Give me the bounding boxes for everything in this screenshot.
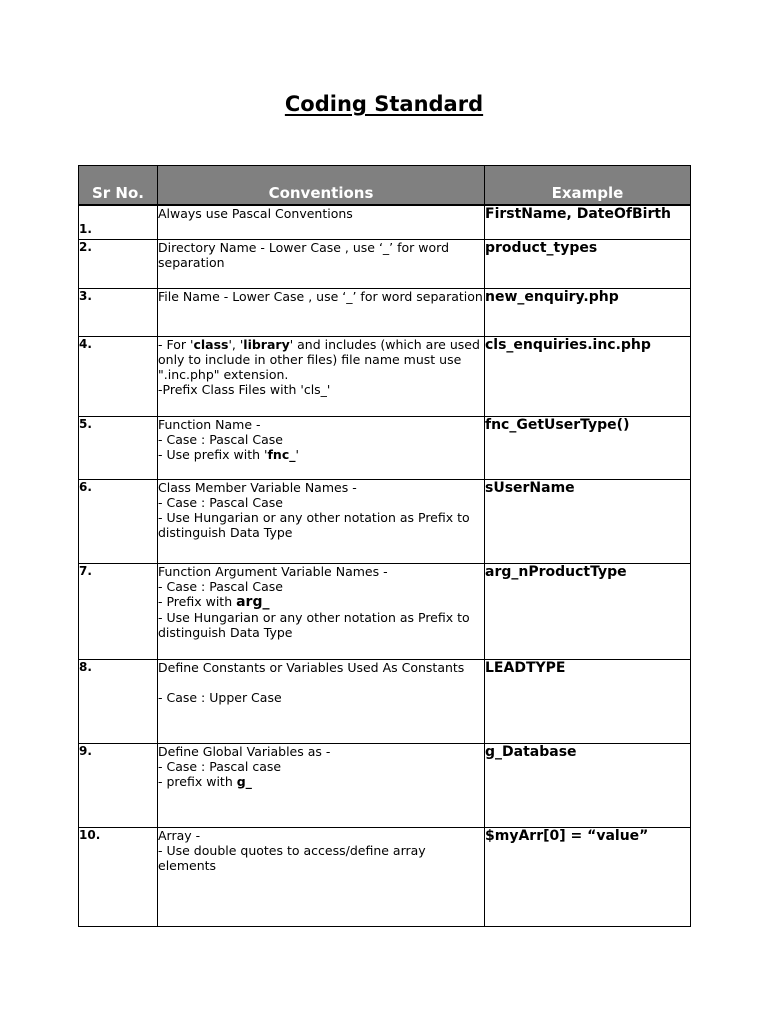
convention-line	[158, 206, 484, 221]
convention-text: - Case : Upper Case	[158, 690, 282, 705]
convention-keyword: g_	[236, 774, 252, 789]
convention-text: Array -	[158, 828, 201, 843]
convention-cell	[158, 744, 485, 828]
convention-line	[158, 828, 484, 843]
table-row	[79, 206, 691, 240]
convention-cell	[158, 564, 485, 660]
convention-line	[158, 480, 484, 495]
convention-text: - Prefix with	[158, 594, 237, 609]
convention-keyword: class	[193, 337, 229, 352]
convention-text: - Use double quotes to access/define array elements	[158, 843, 426, 873]
row-number: 6.	[79, 480, 158, 564]
table-row	[79, 337, 691, 417]
example-cell: g_Database	[485, 744, 691, 828]
convention-cell	[158, 660, 485, 744]
convention-keyword: fnc_	[267, 447, 296, 462]
example-cell: FirstName, DateOfBirth	[485, 206, 691, 240]
header-conventions: Conventions	[158, 166, 485, 205]
convention-text: - Case : Pascal Case	[158, 432, 283, 447]
convention-line	[158, 744, 484, 759]
convention-text: - Use prefix with '	[158, 447, 268, 462]
convention-text: - Use Hungarian or any other notation as Prefix to distinguish Data Type	[158, 510, 470, 540]
convention-text: Define Global Variables as -	[158, 744, 331, 759]
example-cell: product_types	[485, 240, 691, 289]
convention-line	[158, 382, 484, 397]
row-number: 1.	[79, 206, 158, 240]
example-cell: $myArr[0] = “value”	[485, 828, 691, 927]
convention-cell	[158, 206, 485, 240]
convention-text: Class Member Variable Names -	[158, 480, 357, 495]
convention-line	[158, 774, 484, 789]
convention-cell	[158, 289, 485, 337]
header-example: Example	[485, 166, 691, 205]
convention-cell	[158, 417, 485, 480]
convention-keyword: library	[243, 337, 290, 352]
convention-text: - For '	[158, 337, 194, 352]
table-row	[79, 564, 691, 660]
convention-text: - Use Hungarian or any other notation as Prefix to distinguish Data Type	[158, 610, 470, 640]
convention-cell	[158, 240, 485, 289]
convention-text: - Case : Pascal Case	[158, 579, 283, 594]
convention-text: Define Constants or Variables Used As Constants	[158, 660, 465, 675]
convention-text: ' and includes (which are used only to include in other files) file name must use ".inc.php" extension.	[158, 337, 480, 382]
convention-line	[158, 690, 484, 705]
convention-text: ', '	[228, 337, 244, 352]
convention-line	[158, 675, 484, 690]
convention-text: Always use Pascal Conventions	[158, 206, 353, 221]
example-cell: sUserName	[485, 480, 691, 564]
row-number: 10.	[79, 828, 158, 927]
convention-line	[158, 417, 484, 432]
table-row	[79, 828, 691, 927]
example-cell: new_enquiry.php	[485, 289, 691, 337]
row-number: 2.	[79, 240, 158, 289]
example-cell: arg_nProductType	[485, 564, 691, 660]
convention-text: - Case : Pascal Case	[158, 495, 283, 510]
coding-standard-table	[78, 165, 691, 927]
convention-text: File Name - Lower Case , use ‘_’ for word separation	[158, 289, 483, 304]
convention-line	[158, 564, 484, 579]
convention-line	[158, 510, 484, 540]
convention-line	[158, 579, 484, 594]
header-sr-no: Sr No.	[79, 166, 158, 205]
convention-line	[158, 447, 484, 462]
example-cell: fnc_GetUserType()	[485, 417, 691, 480]
convention-line	[158, 843, 484, 873]
row-number: 5.	[79, 417, 158, 480]
row-number: 7.	[79, 564, 158, 660]
convention-text: Directory Name - Lower Case , use ‘_’ for word separation	[158, 240, 450, 270]
convention-text: Function Argument Variable Names -	[158, 564, 388, 579]
convention-line	[158, 240, 484, 270]
convention-cell	[158, 828, 485, 927]
convention-line	[158, 495, 484, 510]
convention-cell	[158, 337, 485, 417]
row-number: 4.	[79, 337, 158, 417]
table-row	[79, 660, 691, 744]
table-body	[79, 205, 691, 927]
convention-keyword: arg_	[236, 594, 270, 610]
convention-cell	[158, 480, 485, 564]
convention-text: - Case : Pascal case	[158, 759, 282, 774]
table-row	[79, 289, 691, 337]
row-number: 3.	[79, 289, 158, 337]
convention-text: Function Name -	[158, 417, 261, 432]
example-cell: LEADTYPE	[485, 660, 691, 744]
convention-text: - prefix with	[158, 774, 237, 789]
example-cell: cls_enquiries.inc.php	[485, 337, 691, 417]
convention-text: '	[295, 447, 299, 462]
row-number: 8.	[79, 660, 158, 744]
table-row	[79, 480, 691, 564]
table-row	[79, 744, 691, 828]
convention-line	[158, 432, 484, 447]
convention-line	[158, 660, 484, 675]
document-title	[0, 92, 768, 116]
convention-line	[158, 337, 484, 382]
convention-text: -Prefix Class Files with 'cls_'	[158, 382, 331, 397]
table-row	[79, 240, 691, 289]
convention-line	[158, 610, 484, 640]
row-number: 9.	[79, 744, 158, 828]
convention-line	[158, 594, 484, 610]
convention-line	[158, 289, 484, 304]
convention-line	[158, 759, 484, 774]
table-header-row	[79, 166, 691, 205]
table-row	[79, 417, 691, 480]
document-title-text: Coding Standard	[284, 92, 484, 116]
